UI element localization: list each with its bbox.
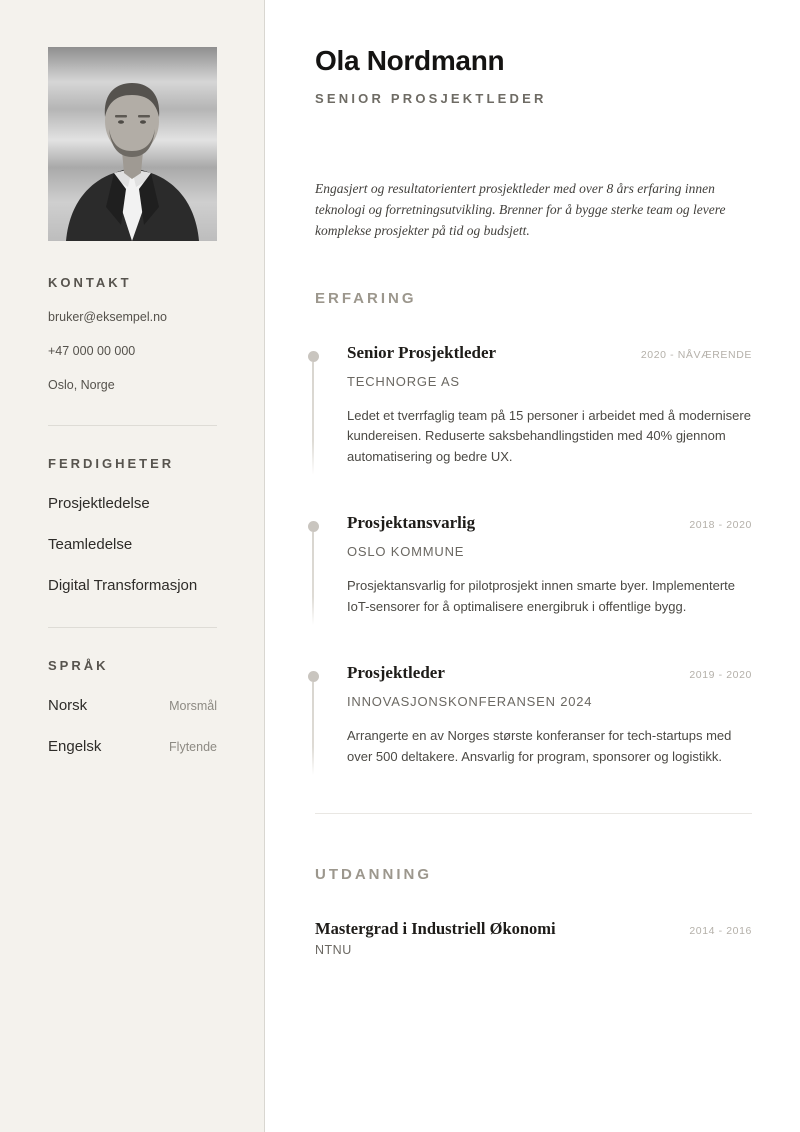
sidebar-divider [48, 627, 217, 628]
job-dates: 2018 - 2020 [689, 519, 752, 532]
education-entry-head [315, 919, 752, 939]
section-divider [315, 813, 752, 814]
contact-phone: +47 000 00 000 [48, 344, 136, 358]
timeline-rail [315, 663, 347, 767]
degree-school: NTNU [315, 943, 352, 958]
person-title: SENIOR PROSJEKTLEDER [315, 90, 547, 106]
education-heading: UTDANNING [315, 866, 432, 884]
experience-entry-body [347, 513, 752, 617]
languages-section [48, 658, 217, 755]
skill-item: Prosjektledelse [48, 495, 150, 512]
experience-entry-head [347, 343, 752, 363]
experience-entry-head [347, 513, 752, 533]
profile-photo [48, 47, 217, 241]
experience-heading: ERFARING [315, 289, 417, 307]
experience-entry-body [347, 663, 752, 767]
job-description: Arrangerte en av Norges største konferanser for tech-startups med over 500 deltakere. Ansvarlig for program, sponsorer og logistikk. [347, 728, 732, 764]
job-company: OSLO KOMMUNE [347, 544, 465, 560]
skills-heading: FERDIGHETER [48, 456, 175, 471]
language-level: Morsmål [169, 699, 217, 713]
experience-timeline [315, 343, 752, 768]
profile-summary: Engasjert og resultatorientert prosjektleder med over 8 års erfaring innen teknologi og forretningsutvikling. Brenner for å bygge sterke team og levere komplekse prosjekter på tid og budsjett. [315, 180, 726, 238]
timeline-line [312, 362, 314, 476]
education-entry [315, 919, 752, 957]
language-row [48, 697, 217, 714]
job-company: INNOVASJONSKONFERANSEN 2024 [347, 694, 593, 710]
languages-heading: SPRÅK [48, 658, 109, 673]
language-level: Flytende [169, 740, 217, 754]
experience-entry [315, 343, 752, 468]
timeline-rail [315, 343, 347, 468]
sidebar [0, 0, 265, 1132]
skill-item: Digital Transformasjon [48, 577, 198, 594]
timeline-dot [308, 521, 319, 532]
contact-section [48, 275, 217, 392]
language-name: Norsk [48, 697, 88, 714]
experience-entry [315, 663, 752, 767]
degree-title: Mastergrad i Industriell Økonomi [315, 919, 556, 939]
timeline-rail [315, 513, 347, 617]
job-description: Ledet et tverrfaglig team på 15 personer i arbeidet med å modernisere kundereisen. Reduserte saksbehandlingstiden med 40% gjennom automatisering og bedre UX. [347, 407, 751, 464]
main-content [265, 0, 800, 1132]
job-title: Prosjektleder [347, 663, 445, 683]
skill-item: Teamledelse [48, 536, 133, 553]
skills-section [48, 456, 217, 594]
job-dates: 2020 - NÅVÆRENDE [640, 348, 752, 361]
timeline-line [312, 532, 314, 625]
sidebar-divider [48, 425, 217, 426]
degree-dates: 2014 - 2016 [689, 925, 752, 938]
timeline-dot [308, 671, 319, 682]
person-name: Ola Nordmann [315, 45, 505, 76]
job-company: TECHNORGE AS [347, 373, 460, 389]
timeline-dot [308, 351, 319, 362]
contact-email: bruker@eksempel.no [48, 310, 167, 324]
contact-location: Oslo, Norge [48, 378, 115, 392]
job-description: Prosjektansvarlig for pilotprosjekt innen smarte byer. Implementerte IoT-sensorer for å optimalisere energibruk i offentlige bygg. [347, 578, 736, 614]
contact-heading: KONTAKT [48, 275, 132, 290]
experience-entry-body [347, 343, 752, 468]
job-title: Senior Prosjektleder [347, 342, 497, 362]
experience-entry [315, 513, 752, 617]
experience-section [315, 290, 752, 815]
job-title: Prosjektansvarlig [347, 513, 476, 533]
experience-entry-head [347, 663, 752, 683]
education-section [315, 866, 752, 957]
language-row [48, 738, 217, 755]
job-dates: 2019 - 2020 [689, 669, 752, 682]
timeline-line [312, 682, 314, 775]
language-name: Engelsk [48, 738, 102, 755]
